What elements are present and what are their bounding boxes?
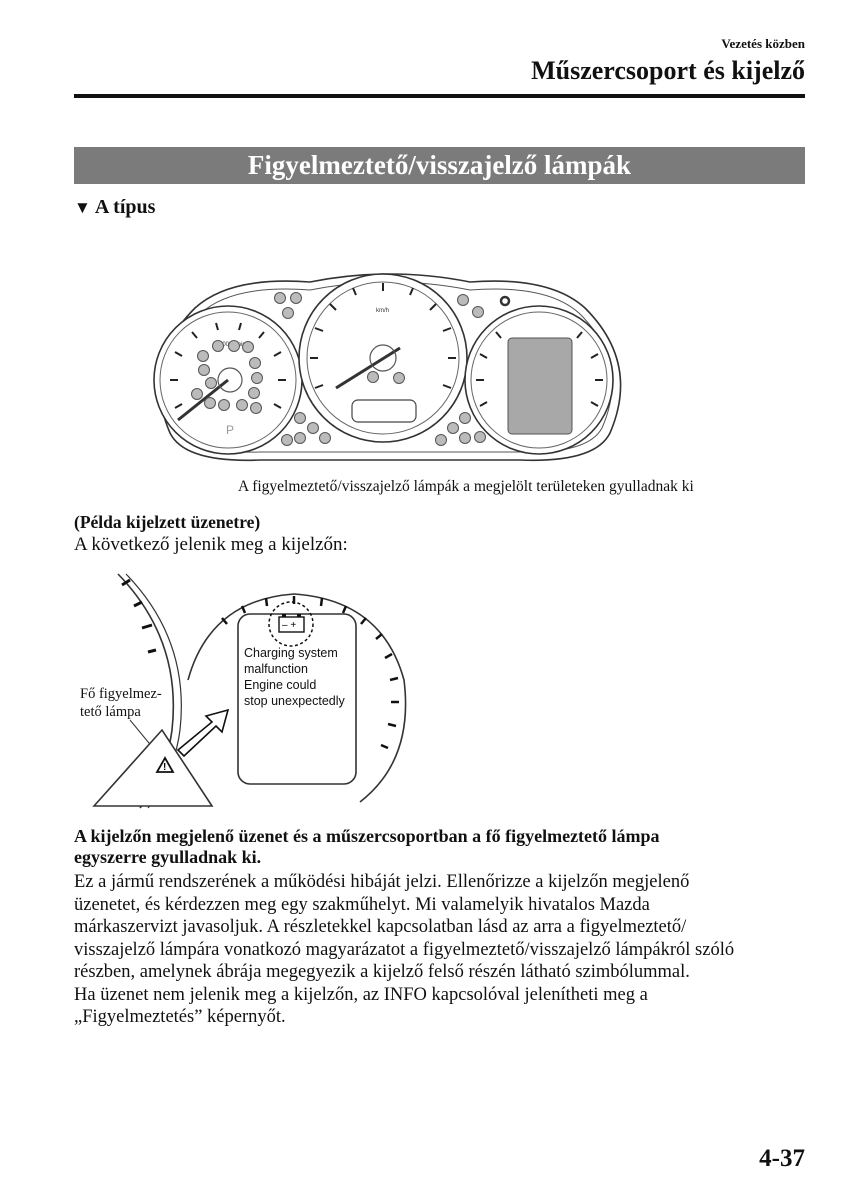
speedometer-gauge (299, 274, 467, 442)
down-triangle-icon: ▼ (74, 198, 91, 217)
body-line: márkaszervizt javasoljuk. A részletekkel kapcsolatban lásd az arra a figyelmeztető/ (74, 917, 687, 937)
page-number: 4-37 (759, 1145, 805, 1172)
svg-text:– +: – + (282, 620, 297, 631)
section-heading: Figyelmeztető/visszajelző lámpák (247, 150, 632, 180)
tachometer-gauge (154, 306, 302, 454)
example-heading: (Példa kijelzett üzenetre) (74, 512, 261, 532)
body-line: részben, amelynek ábrája megegyezik a kijelző felső részén látható szimbólummal. (74, 962, 690, 982)
page-title: Műszercsoport és kijelző (531, 56, 805, 85)
body-line: „Figyelmeztetés” képernyőt. (74, 1007, 286, 1027)
message-line-4: stop unexpectedly (244, 694, 345, 708)
speedo-unit-label: km/h (376, 308, 390, 314)
body-paragraph (74, 871, 809, 1029)
message-line-2: malfunction (244, 662, 308, 676)
message-line-1: Charging system (244, 646, 338, 660)
body-line: visszajelző lámpára vonatkozó magyarázatot a figyelmeztető/visszajelző lámpákról szóló (74, 939, 735, 960)
bold-line: egyszerre gyulladnak ki. (74, 847, 262, 867)
instrument-cluster-figure (140, 268, 640, 476)
body-bold-statement (74, 826, 804, 868)
battery-icon (279, 614, 304, 632)
section-heading-bar (74, 147, 805, 184)
type-label-text: A típus (94, 196, 156, 218)
body-line: Ez a jármű rendszerének a működési hibáját jelzi. Ellenőrizze a kijelzőn megjelenő (74, 872, 690, 892)
callout-line-1: Fő figyelmez- (80, 686, 162, 702)
callout-line-2: tető lámpa (80, 704, 141, 720)
pointer-arrow (178, 710, 228, 756)
running-header-section: Vezetés közben (721, 36, 805, 51)
right-display-gauge (465, 306, 613, 454)
svg-text:Fő figyelmez- tető lámpa (80, 686, 165, 720)
bold-line: A kijelzőn megjelenő üzenet és a műszercsoportban a fő figyelmeztető lámpa (74, 826, 660, 846)
svg-text:!: ! (163, 762, 167, 773)
type-label (74, 196, 155, 219)
body-line: Ha üzenet nem jelenik meg a kijelzőn, az INFO kapcsolóval jelenítheti meg a (74, 984, 648, 1005)
figure-caption: A figyelmeztető/visszajelző lámpák a megjelölt területeken gyulladnak ki (238, 478, 694, 495)
display-example-figure (70, 570, 420, 818)
body-line: üzenetet, és kérdezzen meg egy szakműhelyt. Mi valamelyik hivatalos Mazda (74, 894, 650, 915)
svg-text:P: P (226, 423, 235, 437)
example-intro: A következő jelenik meg a kijelzőn: (74, 534, 348, 555)
message-line-3: Engine could (244, 678, 317, 692)
header-divider (74, 94, 805, 98)
